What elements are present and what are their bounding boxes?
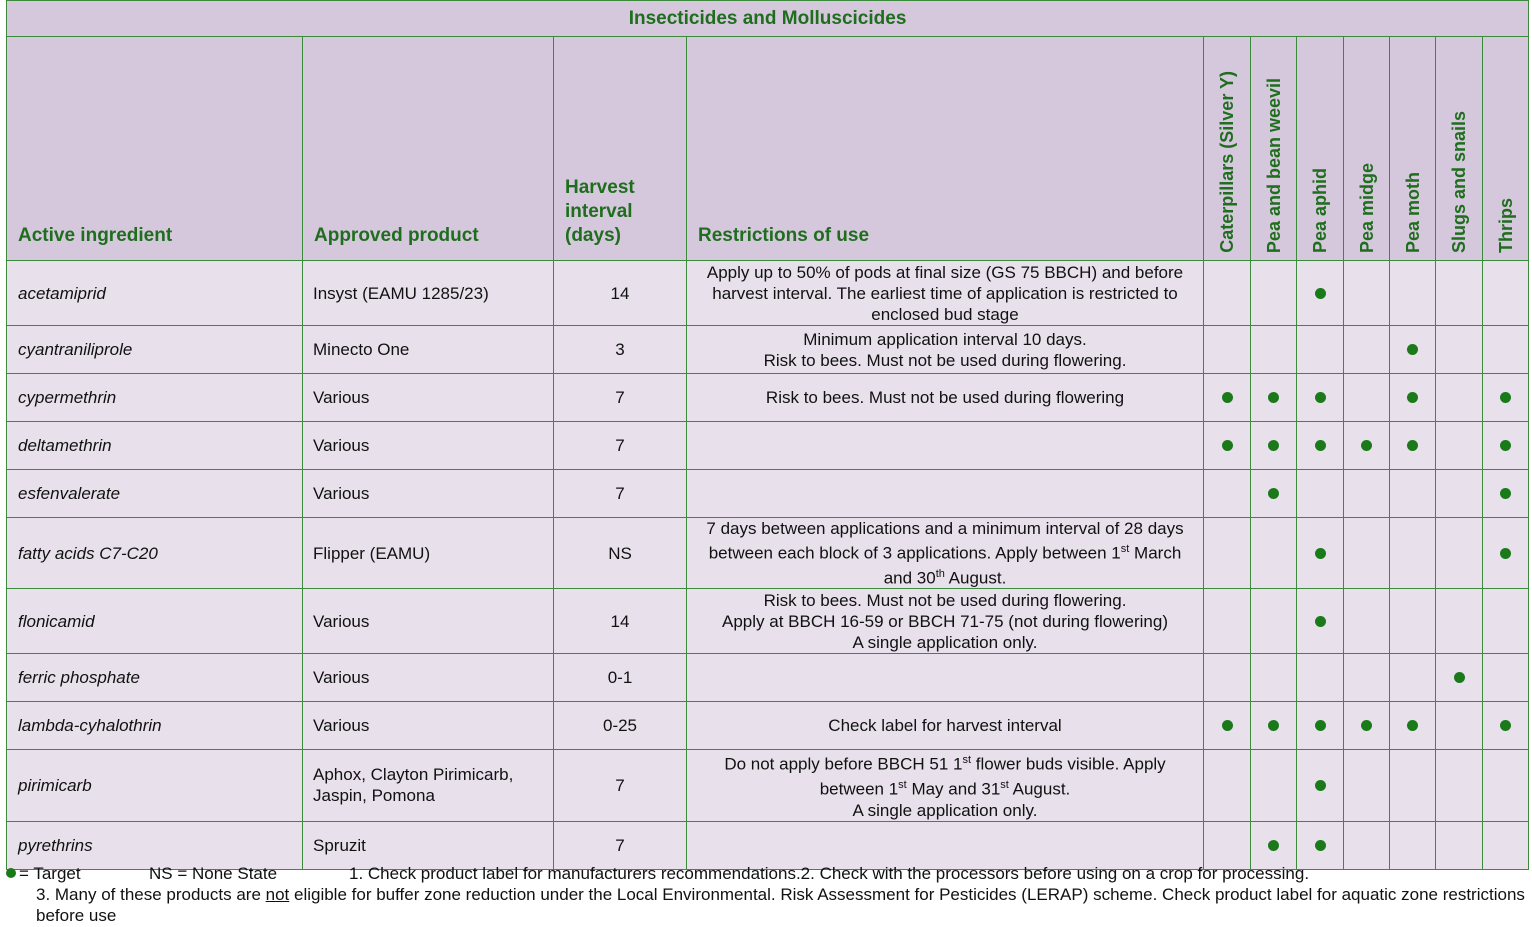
header-harvest-interval: Harvest interval (days) xyxy=(554,37,687,261)
target-dot-icon xyxy=(1222,440,1233,451)
target-dot-icon xyxy=(1500,440,1511,451)
target-dot-icon xyxy=(1361,440,1372,451)
target-mark-cell xyxy=(1390,518,1436,589)
target-mark-cell xyxy=(1390,654,1436,702)
target-mark-cell xyxy=(1483,470,1529,518)
approved-product-cell: Spruzit xyxy=(303,821,554,869)
target-dot-icon xyxy=(1454,672,1465,683)
target-mark-cell xyxy=(1297,654,1344,702)
target-mark-cell xyxy=(1251,750,1297,821)
table-body xyxy=(7,261,1529,870)
table-row xyxy=(7,589,1529,654)
harvest-interval-cell: 7 xyxy=(554,821,687,869)
header-row xyxy=(7,37,1529,261)
harvest-interval-cell: 7 xyxy=(554,750,687,821)
target-mark-cell xyxy=(1436,589,1483,654)
note-2: 2. Check with the processors before using on a crop for processing. xyxy=(800,864,1310,883)
target-mark-cell xyxy=(1251,261,1297,326)
approved-product-cell: Flipper (EAMU) xyxy=(303,518,554,589)
harvest-interval-cell: 3 xyxy=(554,326,687,374)
header-pest: Slugs and snails xyxy=(1436,37,1483,261)
target-mark-cell xyxy=(1483,589,1529,654)
target-dot-icon xyxy=(1315,548,1326,559)
harvest-interval-cell: 7 xyxy=(554,470,687,518)
target-mark-cell xyxy=(1390,326,1436,374)
target-mark-cell xyxy=(1483,374,1529,422)
restrictions-cell: Risk to bees. Must not be used during flowering xyxy=(687,374,1204,422)
target-mark-cell xyxy=(1297,589,1344,654)
active-ingredient-cell: cyantraniliprole xyxy=(7,326,303,374)
harvest-interval-cell: 0-1 xyxy=(554,654,687,702)
harvest-interval-cell: 14 xyxy=(554,589,687,654)
target-dot-icon xyxy=(1315,440,1326,451)
target-mark-cell xyxy=(1204,654,1251,702)
table-title: Insecticides and Molluscicides xyxy=(7,1,1529,37)
header-pest: Pea midge xyxy=(1344,37,1390,261)
target-mark-cell xyxy=(1297,750,1344,821)
target-dot-icon xyxy=(1315,392,1326,403)
restrictions-cell: Apply up to 50% of pods at final size (GS 75 BBCH) and before harvest interval. The earliest time of application is restricted to enclosed bud stage xyxy=(687,261,1204,326)
target-mark-cell xyxy=(1297,326,1344,374)
target-mark-cell xyxy=(1204,470,1251,518)
target-dot-icon xyxy=(1268,440,1279,451)
target-mark-cell xyxy=(1483,422,1529,470)
target-mark-cell xyxy=(1251,374,1297,422)
approved-product-cell: Various xyxy=(303,589,554,654)
note-3: 3. Many of these products are not eligible for buffer zone reduction under the Local Environmental. Risk Assessment for Pesticides (LERAP) scheme. Check product label for aquatic zone restrictions before use xyxy=(36,885,1525,925)
target-mark-cell xyxy=(1390,750,1436,821)
target-dot-icon xyxy=(1315,840,1326,851)
active-ingredient-cell: lambda-cyhalothrin xyxy=(7,702,303,750)
harvest-interval-cell: 7 xyxy=(554,422,687,470)
approved-product-cell: Insyst (EAMU 1285/23) xyxy=(303,261,554,326)
restrictions-cell xyxy=(687,470,1204,518)
header-pest: Pea moth xyxy=(1390,37,1436,261)
target-mark-cell xyxy=(1436,470,1483,518)
approved-product-cell: Various xyxy=(303,470,554,518)
note-1: 1. Check product label for manufacturers recommendations. xyxy=(349,864,801,883)
target-mark-cell xyxy=(1344,326,1390,374)
insecticides-table xyxy=(6,0,1529,870)
harvest-interval-cell: 7 xyxy=(554,374,687,422)
harvest-interval-cell: 14 xyxy=(554,261,687,326)
harvest-interval-cell: NS xyxy=(554,518,687,589)
target-mark-cell xyxy=(1436,702,1483,750)
target-mark-cell xyxy=(1390,261,1436,326)
target-dot-icon xyxy=(1361,720,1372,731)
target-dot-icon xyxy=(1222,392,1233,403)
target-dot-icon xyxy=(1315,616,1326,627)
target-dot-icon xyxy=(1407,344,1418,355)
target-dot-icon xyxy=(1222,720,1233,731)
header-pest: Thrips xyxy=(1483,37,1529,261)
restrictions-cell: Do not apply before BBCH 51 1st flower buds visible. Apply between 1st May and 31st August. A single application only. xyxy=(687,750,1204,821)
target-dot-icon xyxy=(1500,392,1511,403)
target-mark-cell xyxy=(1204,821,1251,869)
footnotes xyxy=(6,863,1526,926)
active-ingredient-cell: acetamiprid xyxy=(7,261,303,326)
active-ingredient-cell: fatty acids C7-C20 xyxy=(7,518,303,589)
target-dot-icon xyxy=(1268,392,1279,403)
target-mark-cell xyxy=(1204,518,1251,589)
target-dot-icon xyxy=(1268,720,1279,731)
table-row xyxy=(7,702,1529,750)
header-pest: Pea and bean weevil xyxy=(1251,37,1297,261)
target-mark-cell xyxy=(1251,470,1297,518)
target-mark-cell xyxy=(1344,654,1390,702)
restrictions-cell xyxy=(687,422,1204,470)
active-ingredient-cell: esfenvalerate xyxy=(7,470,303,518)
table-row xyxy=(7,518,1529,589)
pesticide-table-container xyxy=(6,0,1528,870)
target-mark-cell xyxy=(1251,821,1297,869)
target-mark-cell xyxy=(1251,422,1297,470)
restrictions-cell: Check label for harvest interval xyxy=(687,702,1204,750)
target-dot-icon xyxy=(1315,780,1326,791)
target-dot-icon xyxy=(1315,720,1326,731)
legend-ns: NS = None State xyxy=(149,864,278,883)
target-mark-cell xyxy=(1297,821,1344,869)
target-mark-cell xyxy=(1204,326,1251,374)
target-dot-icon xyxy=(1407,392,1418,403)
target-mark-cell xyxy=(1297,702,1344,750)
approved-product-cell: Aphox, Clayton Pirimicarb, Jaspin, Pomona xyxy=(303,750,554,821)
header-pest: Pea aphid xyxy=(1297,37,1344,261)
approved-product-cell: Various xyxy=(303,374,554,422)
table-row xyxy=(7,422,1529,470)
active-ingredient-cell: deltamethrin xyxy=(7,422,303,470)
target-mark-cell xyxy=(1297,261,1344,326)
approved-product-cell: Various xyxy=(303,654,554,702)
target-mark-cell xyxy=(1297,422,1344,470)
target-mark-cell xyxy=(1390,470,1436,518)
legend-target: = Target xyxy=(6,863,149,884)
table-row xyxy=(7,654,1529,702)
target-dot-icon xyxy=(1407,440,1418,451)
harvest-interval-cell: 0-25 xyxy=(554,702,687,750)
target-mark-cell xyxy=(1344,518,1390,589)
restrictions-cell: 7 days between applications and a minimum interval of 28 days between each block of 3 applications. Apply between 1st March and 30th August. xyxy=(687,518,1204,589)
target-mark-cell xyxy=(1204,750,1251,821)
target-mark-cell xyxy=(1483,821,1529,869)
target-mark-cell xyxy=(1297,518,1344,589)
target-mark-cell xyxy=(1344,374,1390,422)
target-dot-icon xyxy=(1268,840,1279,851)
target-dot-icon xyxy=(1500,488,1511,499)
target-mark-cell xyxy=(1344,589,1390,654)
target-mark-cell xyxy=(1204,702,1251,750)
target-mark-cell xyxy=(1251,702,1297,750)
target-mark-cell xyxy=(1251,326,1297,374)
target-mark-cell xyxy=(1436,518,1483,589)
target-mark-cell xyxy=(1204,422,1251,470)
target-dot-icon xyxy=(6,868,16,878)
target-mark-cell xyxy=(1204,374,1251,422)
approved-product-cell: Various xyxy=(303,422,554,470)
table-row xyxy=(7,261,1529,326)
restrictions-cell: Risk to bees. Must not be used during flowering. Apply at BBCH 16-59 or BBCH 71-75 (not during flowering) A single application only. xyxy=(687,589,1204,654)
target-mark-cell xyxy=(1344,470,1390,518)
active-ingredient-cell: pirimicarb xyxy=(7,750,303,821)
table-row xyxy=(7,326,1529,374)
table-row xyxy=(7,470,1529,518)
target-mark-cell xyxy=(1436,821,1483,869)
target-mark-cell xyxy=(1251,518,1297,589)
header-approved-product: Approved product xyxy=(303,37,554,261)
table-row xyxy=(7,750,1529,821)
header-active-ingredient: Active ingredient xyxy=(7,37,303,261)
target-dot-icon xyxy=(1500,548,1511,559)
target-mark-cell xyxy=(1344,261,1390,326)
target-mark-cell xyxy=(1436,422,1483,470)
active-ingredient-cell: ferric phosphate xyxy=(7,654,303,702)
target-dot-icon xyxy=(1407,720,1418,731)
header-restrictions: Restrictions of use xyxy=(687,37,1204,261)
restrictions-cell xyxy=(687,821,1204,869)
target-mark-cell xyxy=(1390,422,1436,470)
table-row xyxy=(7,821,1529,869)
restrictions-cell: Minimum application interval 10 days. Risk to bees. Must not be used during flowering. xyxy=(687,326,1204,374)
active-ingredient-cell: cypermethrin xyxy=(7,374,303,422)
target-mark-cell xyxy=(1251,654,1297,702)
target-mark-cell xyxy=(1390,702,1436,750)
target-mark-cell xyxy=(1344,821,1390,869)
approved-product-cell: Minecto One xyxy=(303,326,554,374)
target-mark-cell xyxy=(1483,326,1529,374)
target-mark-cell xyxy=(1297,470,1344,518)
target-mark-cell xyxy=(1483,518,1529,589)
target-mark-cell xyxy=(1436,326,1483,374)
target-dot-icon xyxy=(1268,488,1279,499)
target-mark-cell xyxy=(1204,589,1251,654)
active-ingredient-cell: pyrethrins xyxy=(7,821,303,869)
target-mark-cell xyxy=(1251,589,1297,654)
target-mark-cell xyxy=(1483,654,1529,702)
target-mark-cell xyxy=(1483,750,1529,821)
target-dot-icon xyxy=(1315,288,1326,299)
target-mark-cell xyxy=(1390,589,1436,654)
active-ingredient-cell: flonicamid xyxy=(7,589,303,654)
target-mark-cell xyxy=(1204,261,1251,326)
target-mark-cell xyxy=(1483,702,1529,750)
target-mark-cell xyxy=(1344,702,1390,750)
target-mark-cell xyxy=(1297,374,1344,422)
target-mark-cell xyxy=(1344,750,1390,821)
target-mark-cell xyxy=(1483,261,1529,326)
approved-product-cell: Various xyxy=(303,702,554,750)
target-mark-cell xyxy=(1436,261,1483,326)
target-mark-cell xyxy=(1390,821,1436,869)
table-row xyxy=(7,374,1529,422)
header-pest: Caterpillars (Silver Y) xyxy=(1204,37,1251,261)
target-mark-cell xyxy=(1390,374,1436,422)
target-mark-cell xyxy=(1436,374,1483,422)
target-dot-icon xyxy=(1500,720,1511,731)
target-mark-cell xyxy=(1344,422,1390,470)
target-mark-cell xyxy=(1436,750,1483,821)
restrictions-cell xyxy=(687,654,1204,702)
target-mark-cell xyxy=(1436,654,1483,702)
